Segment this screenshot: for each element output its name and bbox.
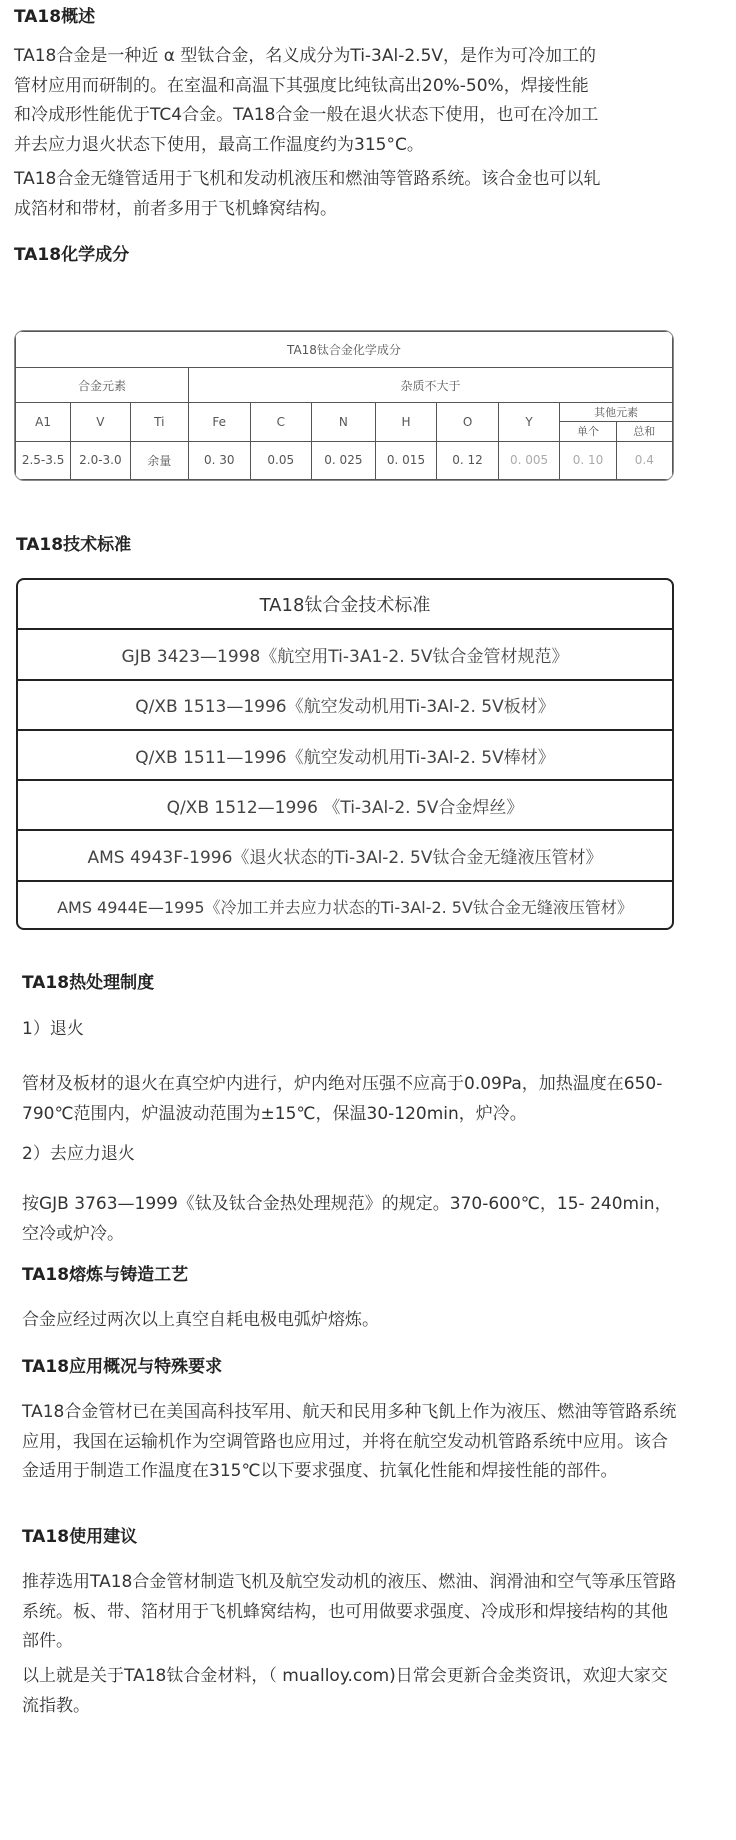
table-cell: 0. 10: [560, 441, 616, 479]
stress-relief-subheading: 2）去应力退火: [22, 1144, 135, 1164]
column-header: O: [437, 403, 499, 441]
table-cell: 0. 12: [437, 441, 499, 479]
application-paragraph: TA18合金管材已在美国高科技军用、航天和民用多种飞飢上作为液压、燃油等管路系统应用，我国在运输机作为空调管路也应用过，并将在航空发动机管路系统中应用。该合金适用于制造工作温度在315℃以下要求强度、抗氧化性能和焊接性能的部件。: [22, 1402, 677, 1481]
group-alloy-elements: 合金元素: [16, 368, 189, 403]
standards-heading: TA18技术标准: [16, 535, 132, 555]
standards-row: Q/XB 1513—1996《航空发动机用Ti-3Al-2. 5V板材》: [18, 681, 672, 731]
table-cell: 0. 025: [312, 441, 376, 479]
heat-treatment-heading: TA18热处理制度: [22, 973, 155, 993]
table-cell: 0. 005: [498, 441, 560, 479]
column-header: Ti: [130, 403, 188, 441]
table-cell: 0.05: [250, 441, 312, 479]
overview-heading: TA18概述: [14, 7, 96, 27]
column-header-single: 单个: [560, 422, 616, 441]
overview-paragraph-2: TA18合金无缝管适用于飞机和发动机液压和燃油等管路系统。该合金也可以轧成箔材和带材，前者多用于飞机蜂窝结构。: [14, 169, 601, 219]
standards-row: Q/XB 1512—1996 《Ti-3Al-2. 5V合金焊丝》: [18, 781, 672, 831]
standards-section: [0, 520, 710, 940]
overview-section: [0, 0, 710, 520]
usage-paragraph: 推荐选用TA18合金管材制造飞机及航空发动机的液压、燃油、润滑油和空气等承压管路系统。板、带、箔材用于飞机蜂窝结构，也可用做要求强度、冷成形和焊接结构的其他部件。: [22, 1572, 677, 1651]
melting-heading: TA18熔炼与铸造工艺: [22, 1265, 189, 1285]
usage-heading: TA18使用建议: [22, 1527, 138, 1547]
standards-row: AMS 4943F-1996《退火状态的Ti-3Al-2. 5V钛合金无缝液压管材》: [18, 831, 672, 881]
table-cell: 余量: [130, 441, 188, 479]
stress-relief-paragraph: 按GJB 3763—1999《钛及钛合金热处理规范》的规定。370-600℃，15- 240min，空冷或炉冷。: [22, 1194, 672, 1244]
standards-row: AMS 4944E—1995《冷加工并去应力状态的Ti-3Al-2. 5V钛合金无缝液压管材》: [57, 898, 633, 918]
details-section: [0, 940, 736, 1840]
column-header-total: 总和: [616, 422, 672, 441]
standards-row: Q/XB 1511—1996《航空发动机用Ti-3Al-2. 5V棒材》: [18, 731, 672, 781]
column-header: V: [71, 403, 130, 441]
table-cell: 0.4: [616, 441, 672, 479]
standards-table-title: TA18钛合金技术标准: [18, 580, 672, 630]
overview-paragraph-1: TA18合金是一种近 α 型钛合金，名义成分为Ti-3Al-2.5V，是作为可冷加工的管材应用而研制的。在室温和高温下其强度比纯钛高出20%-50%，焊接性能和冷成形性能优于TC4合金。TA18合金一般在退火状态下使用，也可在冷加工并去应力退火状态下使用，最高工作温度约为315°C。: [14, 46, 599, 155]
standards-row: GJB 3423—1998《航空用Ti-3A1-2. 5V钛合金管材规范》: [18, 630, 672, 680]
column-header: H: [375, 403, 437, 441]
table-title: TA18钛合金化学成分: [16, 332, 673, 368]
table-cell: 2.0-3.0: [71, 441, 130, 479]
annealing-paragraph: 管材及板材的退火在真空炉内进行，炉内绝对压强不应高于0.09Pa，加热温度在650-790℃范围内，炉温波动范围为±15℃，保温30-120min，炉冷。: [22, 1074, 663, 1124]
table-cell: 0. 30: [188, 441, 250, 479]
table-cell: 2.5-3.5: [16, 441, 71, 479]
group-impurities: 杂质不大于: [188, 368, 672, 403]
group-other-elements: 其他元素: [560, 403, 673, 422]
chemistry-heading: TA18化学成分: [14, 245, 130, 265]
annealing-subheading: 1）退火: [22, 1019, 84, 1039]
standards-table: [16, 578, 674, 930]
melting-paragraph: 合金应经过两次以上真空自耗电极电弧炉熔炼。: [22, 1310, 379, 1330]
column-header: C: [250, 403, 312, 441]
application-heading: TA18应用概况与特殊要求: [22, 1357, 223, 1377]
table-cell: 0. 015: [375, 441, 437, 479]
column-header: N: [312, 403, 376, 441]
column-header: A1: [16, 403, 71, 441]
column-header: Y: [498, 403, 560, 441]
column-header: Fe: [188, 403, 250, 441]
chemical-composition-table: [15, 331, 673, 480]
chemical-composition-table-image: [14, 330, 674, 481]
closing-paragraph: 以上就是关于TA18钛合金材料，（ mualloy.com)日常会更新合金类资讯，欢迎大家交流指教。: [22, 1666, 668, 1716]
